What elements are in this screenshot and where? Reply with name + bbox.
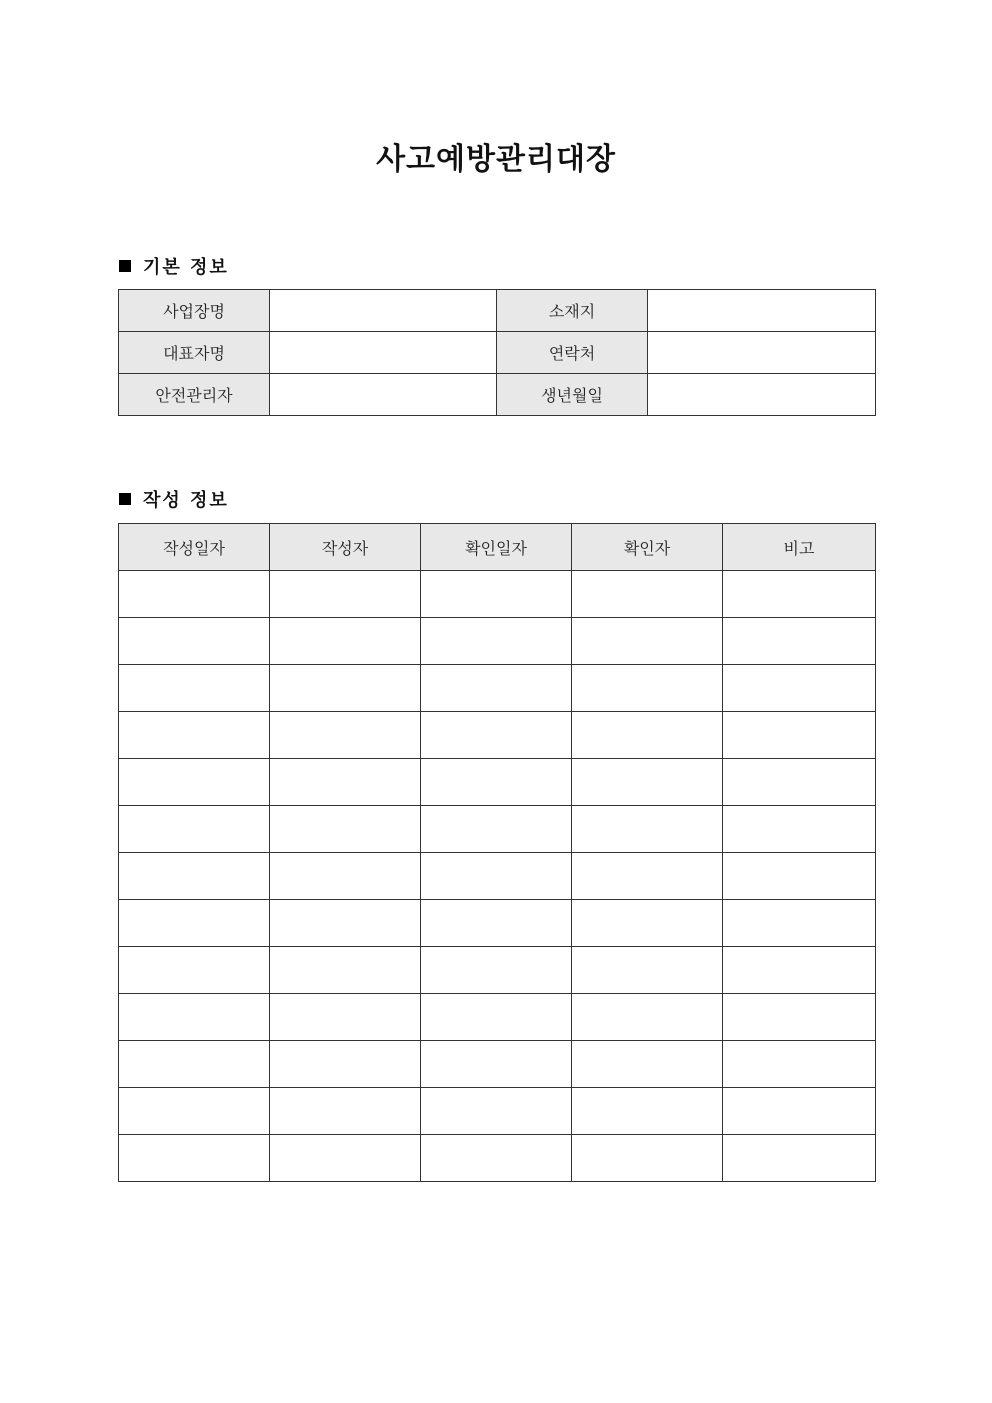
writing-info-heading	[119, 486, 229, 512]
remarks-cell[interactable]	[723, 1041, 876, 1088]
remarks-cell[interactable]	[723, 759, 876, 806]
birth-date-field[interactable]	[648, 374, 876, 416]
confirmer-cell[interactable]	[572, 1135, 723, 1182]
location-label: 소재지	[497, 290, 648, 332]
safety-manager-label: 안전관리자	[119, 374, 270, 416]
confirm-date-cell[interactable]	[421, 712, 572, 759]
basic-info-heading-label: 기본 정보	[143, 257, 229, 278]
written-date-cell[interactable]	[119, 947, 270, 994]
contact-field[interactable]	[648, 332, 876, 374]
confirmer-cell[interactable]	[572, 618, 723, 665]
confirmer-cell[interactable]	[572, 665, 723, 712]
written-date-cell[interactable]	[119, 1088, 270, 1135]
remarks-cell[interactable]	[723, 947, 876, 994]
writing-info-body	[119, 571, 876, 1182]
writer-cell[interactable]	[270, 1041, 421, 1088]
basic-info-table	[118, 289, 876, 416]
remarks-cell[interactable]	[723, 853, 876, 900]
basic-info-row	[119, 374, 876, 416]
confirm-date-cell[interactable]	[421, 994, 572, 1041]
writing-info-table	[118, 523, 876, 1182]
remarks-cell[interactable]	[723, 900, 876, 947]
written-date-cell[interactable]	[119, 618, 270, 665]
writing-info-header-row	[119, 524, 876, 571]
writer-cell[interactable]	[270, 1088, 421, 1135]
confirmer-cell[interactable]	[572, 947, 723, 994]
confirm-date-cell[interactable]	[421, 900, 572, 947]
representative-name-label: 대표자명	[119, 332, 270, 374]
column-header-writer: 작성자	[270, 524, 421, 571]
table-row	[119, 571, 876, 618]
writer-cell[interactable]	[270, 759, 421, 806]
confirmer-cell[interactable]	[572, 571, 723, 618]
written-date-cell[interactable]	[119, 994, 270, 1041]
confirm-date-cell[interactable]	[421, 759, 572, 806]
square-bullet-icon	[119, 260, 131, 272]
written-date-cell[interactable]	[119, 759, 270, 806]
confirmer-cell[interactable]	[572, 994, 723, 1041]
table-row	[119, 712, 876, 759]
safety-manager-field[interactable]	[270, 374, 497, 416]
basic-info-heading	[119, 253, 229, 279]
writer-cell[interactable]	[270, 806, 421, 853]
contact-label: 연락처	[497, 332, 648, 374]
remarks-cell[interactable]	[723, 1088, 876, 1135]
table-row	[119, 900, 876, 947]
confirm-date-cell[interactable]	[421, 665, 572, 712]
location-field[interactable]	[648, 290, 876, 332]
writing-info-heading-label: 작성 정보	[143, 490, 229, 511]
confirmer-cell[interactable]	[572, 712, 723, 759]
remarks-cell[interactable]	[723, 994, 876, 1041]
written-date-cell[interactable]	[119, 571, 270, 618]
written-date-cell[interactable]	[119, 1041, 270, 1088]
business-name-field[interactable]	[270, 290, 497, 332]
basic-info-row	[119, 290, 876, 332]
table-row	[119, 994, 876, 1041]
table-row	[119, 1088, 876, 1135]
writer-cell[interactable]	[270, 618, 421, 665]
written-date-cell[interactable]	[119, 665, 270, 712]
confirmer-cell[interactable]	[572, 806, 723, 853]
confirm-date-cell[interactable]	[421, 618, 572, 665]
confirm-date-cell[interactable]	[421, 1041, 572, 1088]
confirm-date-cell[interactable]	[421, 947, 572, 994]
confirmer-cell[interactable]	[572, 1088, 723, 1135]
remarks-cell[interactable]	[723, 665, 876, 712]
confirm-date-cell[interactable]	[421, 1135, 572, 1182]
confirm-date-cell[interactable]	[421, 806, 572, 853]
business-name-label: 사업장명	[119, 290, 270, 332]
table-row	[119, 1135, 876, 1182]
document-title: 사고예방관리대장	[376, 142, 616, 177]
confirmer-cell[interactable]	[572, 759, 723, 806]
writer-cell[interactable]	[270, 994, 421, 1041]
table-row	[119, 759, 876, 806]
representative-name-field[interactable]	[270, 332, 497, 374]
confirmer-cell[interactable]	[572, 1041, 723, 1088]
column-header-written-date: 작성일자	[119, 524, 270, 571]
writer-cell[interactable]	[270, 712, 421, 759]
birth-date-label: 생년월일	[497, 374, 648, 416]
confirm-date-cell[interactable]	[421, 1088, 572, 1135]
table-row	[119, 947, 876, 994]
remarks-cell[interactable]	[723, 618, 876, 665]
confirm-date-cell[interactable]	[421, 571, 572, 618]
remarks-cell[interactable]	[723, 712, 876, 759]
column-header-confirm-date: 확인일자	[421, 524, 572, 571]
column-header-remarks: 비고	[723, 524, 876, 571]
writer-cell[interactable]	[270, 1135, 421, 1182]
written-date-cell[interactable]	[119, 1135, 270, 1182]
table-row	[119, 665, 876, 712]
table-row	[119, 853, 876, 900]
writer-cell[interactable]	[270, 571, 421, 618]
writer-cell[interactable]	[270, 900, 421, 947]
basic-info-row	[119, 332, 876, 374]
table-row	[119, 806, 876, 853]
table-row	[119, 1041, 876, 1088]
written-date-cell[interactable]	[119, 853, 270, 900]
writer-cell[interactable]	[270, 947, 421, 994]
remarks-cell[interactable]	[723, 1135, 876, 1182]
written-date-cell[interactable]	[119, 712, 270, 759]
writer-cell[interactable]	[270, 665, 421, 712]
written-date-cell[interactable]	[119, 900, 270, 947]
confirm-date-cell[interactable]	[421, 853, 572, 900]
confirmer-cell[interactable]	[572, 900, 723, 947]
written-date-cell[interactable]	[119, 806, 270, 853]
remarks-cell[interactable]	[723, 571, 876, 618]
column-header-confirmer: 확인자	[572, 524, 723, 571]
table-row	[119, 618, 876, 665]
square-bullet-icon	[119, 493, 131, 505]
confirmer-cell[interactable]	[572, 853, 723, 900]
writer-cell[interactable]	[270, 853, 421, 900]
remarks-cell[interactable]	[723, 806, 876, 853]
